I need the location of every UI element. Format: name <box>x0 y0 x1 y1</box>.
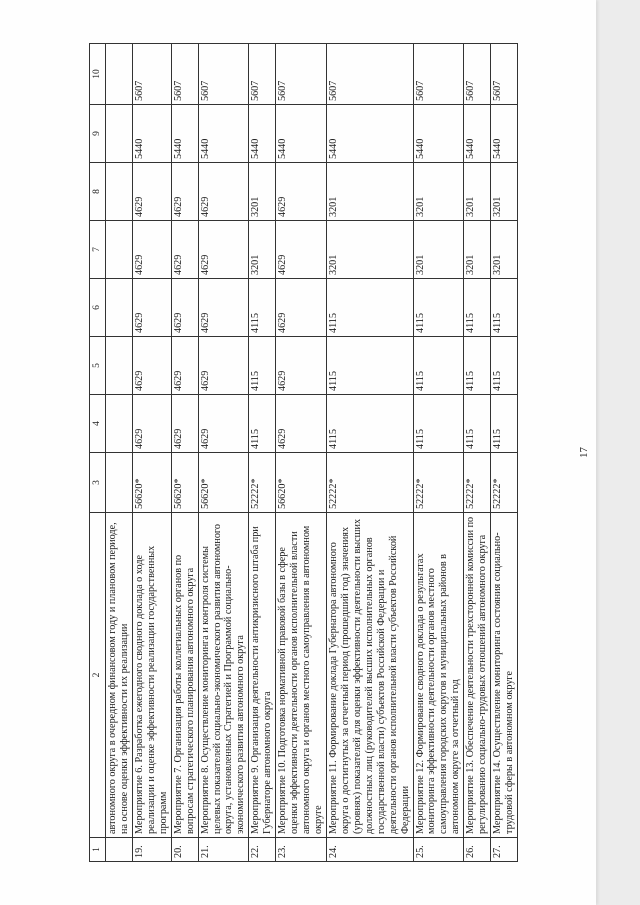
value-cell: 3201 <box>491 221 518 279</box>
measure-description: автономного округа в очередном финансовом году и плановом периоде, на основе оценки эффективности их реализации <box>106 513 133 838</box>
measure-description: Мероприятие 7. Организация работы коллегиальных органов по вопросам стратегического планирования автономного округа <box>171 513 198 838</box>
value-cell: 5607 <box>171 44 198 105</box>
column-header: 5 <box>90 337 106 395</box>
value-cell <box>106 105 133 163</box>
value-cell: 4115 <box>491 395 518 453</box>
row-number: 27. <box>491 838 518 862</box>
value-cell: 3201 <box>464 221 491 279</box>
row-number: 21. <box>198 838 249 862</box>
row-number <box>106 838 133 862</box>
row-number: 26. <box>464 838 491 862</box>
value-cell: 4629 <box>171 395 198 453</box>
measure-description: Мероприятие 13. Обеспечение деятельности трехсторонней комиссии по регулированию социально-трудовых отношений автономного округа <box>464 513 491 838</box>
value-cell: 4629 <box>198 221 249 279</box>
value-cell: 4629 <box>132 221 171 279</box>
row-number: 22. <box>249 838 276 862</box>
row-number: 19. <box>132 838 171 862</box>
measure-description: Мероприятие 14. Осуществление мониторинга состояния социально-трудовой сферы в автономном округе <box>491 513 518 838</box>
value-cell: 4115 <box>464 337 491 395</box>
value-cell: 5607 <box>249 44 276 105</box>
value-cell: 5607 <box>276 44 327 105</box>
table-header-row <box>90 44 106 862</box>
table-row <box>276 44 327 862</box>
value-cell: 3201 <box>413 221 464 279</box>
value-cell: 5607 <box>413 44 464 105</box>
value-cell: 4115 <box>413 337 464 395</box>
row-number: 23. <box>276 838 327 862</box>
table-row <box>106 44 133 862</box>
value-cell: 3201 <box>249 163 276 221</box>
column-header: 1 <box>90 838 106 862</box>
value-cell: 4629 <box>276 221 327 279</box>
measure-description: Мероприятие 10. Подготовка нормативной правовой базы в сфере оценки эффективности деятельности органов исполнительной власти автономного округа и органов местного самоуправления в автономном округе <box>276 513 327 838</box>
value-cell: 4629 <box>276 337 327 395</box>
value-cell: 5440 <box>326 105 413 163</box>
value-cell: 5607 <box>464 44 491 105</box>
row-number: 24. <box>326 838 413 862</box>
value-cell: 5440 <box>464 105 491 163</box>
column-header: 4 <box>90 395 106 453</box>
value-cell: 3201 <box>491 163 518 221</box>
value-cell: 4115 <box>491 337 518 395</box>
value-cell: 4115 <box>249 279 276 337</box>
measures-table <box>89 43 518 862</box>
table-row <box>464 44 491 862</box>
table-row <box>491 44 518 862</box>
value-cell: 5440 <box>171 105 198 163</box>
measure-description: Мероприятие 6. Разработка ежегодного сводного доклада о ходе реализации и оценке эффективности реализации государственных программ <box>132 513 171 838</box>
value-cell <box>106 395 133 453</box>
value-cell: 4115 <box>413 395 464 453</box>
measure-description: Мероприятие 11. Формирование доклада Губернатора автономного округа о достигнутых за отчетный период (прошедший год) значениях (уровнях) показателей для оценки эффективности деятельности высших должностных лиц (руководителей высших исполнительных органов государственной власти) субъектов Российской Федерации и деятельности органов исполнительной власти субъектов Российской Федерации <box>326 513 413 838</box>
value-cell <box>106 337 133 395</box>
column-header: 7 <box>90 221 106 279</box>
value-cell: 4629 <box>132 395 171 453</box>
value-cell: 5440 <box>249 105 276 163</box>
value-cell: 4629 <box>198 337 249 395</box>
value-cell: 52222* <box>491 453 518 513</box>
column-header: 2 <box>90 513 106 838</box>
table-row <box>326 44 413 862</box>
value-cell: 5607 <box>326 44 413 105</box>
value-cell: 4629 <box>198 279 249 337</box>
value-cell: 52222* <box>464 453 491 513</box>
value-cell: 3201 <box>464 163 491 221</box>
value-cell: 3201 <box>413 163 464 221</box>
column-header: 9 <box>90 105 106 163</box>
row-number: 25. <box>413 838 464 862</box>
value-cell <box>106 279 133 337</box>
table-row <box>249 44 276 862</box>
value-cell: 4629 <box>171 163 198 221</box>
value-cell: 4629 <box>171 337 198 395</box>
value-cell: 4629 <box>276 279 327 337</box>
value-cell: 56620* <box>132 453 171 513</box>
value-cell: 3201 <box>326 221 413 279</box>
value-cell: 4115 <box>326 279 413 337</box>
value-cell: 4115 <box>413 279 464 337</box>
value-cell: 5607 <box>491 44 518 105</box>
value-cell <box>106 163 133 221</box>
table-row <box>171 44 198 862</box>
value-cell: 3201 <box>326 163 413 221</box>
value-cell: 4115 <box>491 279 518 337</box>
value-cell: 4629 <box>276 395 327 453</box>
value-cell: 4629 <box>132 337 171 395</box>
value-cell: 5607 <box>132 44 171 105</box>
value-cell: 4629 <box>132 279 171 337</box>
value-cell: 4629 <box>171 221 198 279</box>
value-cell: 4629 <box>198 163 249 221</box>
value-cell <box>106 221 133 279</box>
value-cell: 5607 <box>198 44 249 105</box>
value-cell: 5440 <box>132 105 171 163</box>
column-header: 8 <box>90 163 106 221</box>
value-cell: 5440 <box>198 105 249 163</box>
value-cell <box>106 453 133 513</box>
measure-description: Мероприятие 8. Осуществление мониторинга и контроля системы целевых показателей социально-экономического развития автономного округа, установленных Стратегией и Программой социально-экономического развития автономного округа <box>198 513 249 838</box>
value-cell: 4115 <box>326 395 413 453</box>
value-cell: 5440 <box>276 105 327 163</box>
page-number: 17 <box>578 447 590 458</box>
row-number: 20. <box>171 838 198 862</box>
value-cell: 52222* <box>413 453 464 513</box>
value-cell: 4115 <box>249 337 276 395</box>
table-row <box>132 44 171 862</box>
value-cell: 52222* <box>326 453 413 513</box>
value-cell: 5440 <box>491 105 518 163</box>
value-cell: 5440 <box>413 105 464 163</box>
value-cell: 4115 <box>464 279 491 337</box>
value-cell: 4629 <box>276 163 327 221</box>
value-cell: 56620* <box>276 453 327 513</box>
value-cell: 3201 <box>249 221 276 279</box>
value-cell: 56620* <box>198 453 249 513</box>
value-cell: 52222* <box>249 453 276 513</box>
value-cell: 56620* <box>171 453 198 513</box>
column-header: 6 <box>90 279 106 337</box>
value-cell: 4115 <box>464 395 491 453</box>
measure-description: Мероприятие 12. Формирование сводного доклада о результатах мониторинга эффективности деятельности органов местного самоуправления городских округов и муниципальных районов в автономном округе за отчетный год <box>413 513 464 838</box>
column-header: 3 <box>90 453 106 513</box>
value-cell: 4629 <box>132 163 171 221</box>
value-cell: 4629 <box>198 395 249 453</box>
value-cell <box>106 44 133 105</box>
value-cell: 4115 <box>249 395 276 453</box>
value-cell: 4629 <box>171 279 198 337</box>
column-header: 10 <box>90 44 106 105</box>
table-row <box>198 44 249 862</box>
measure-description: Мероприятие 9. Организация деятельности антикризисного штаба при Губернаторе автономного округа <box>249 513 276 838</box>
value-cell: 4115 <box>326 337 413 395</box>
table-row <box>413 44 464 862</box>
